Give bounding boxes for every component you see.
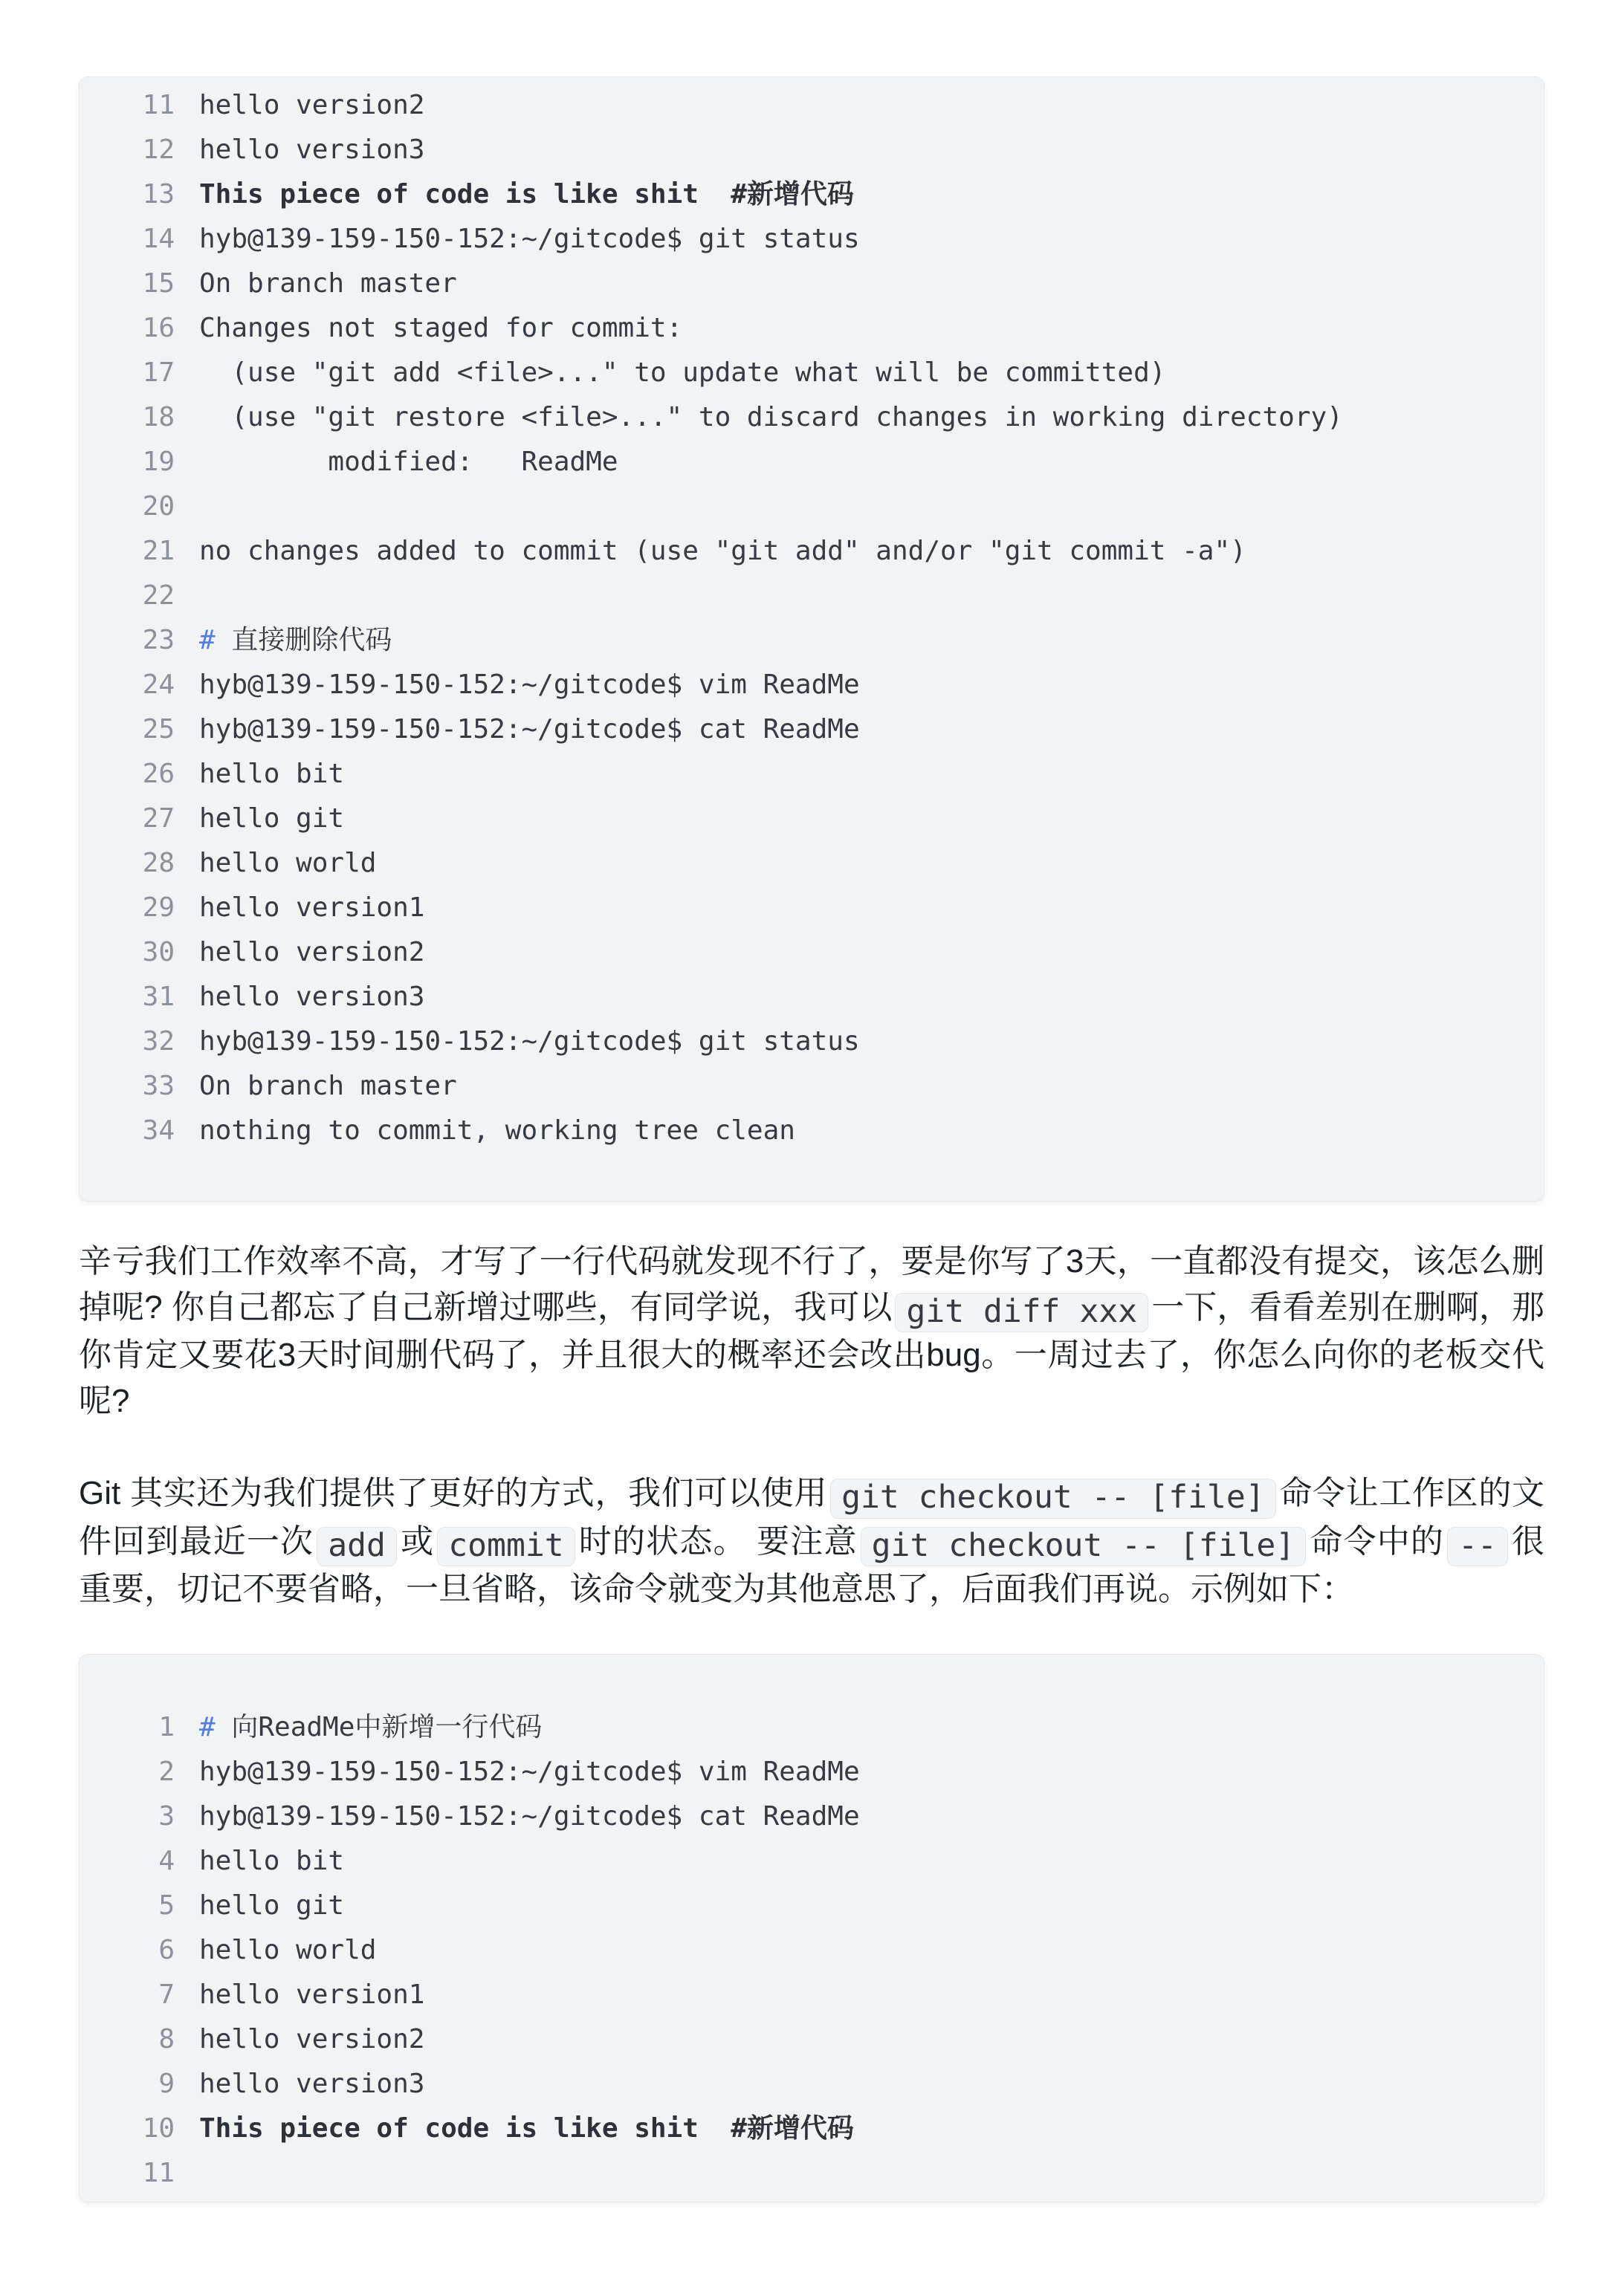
code-text: [175, 574, 199, 618]
code-text: hello version1: [199, 1979, 425, 2010]
code-text: hello world: [199, 848, 377, 878]
paragraph-text: 一下，看看差别在删啊，那你肯定又要花3天时间删代码了，并且很大的概率还会改出bug。一周过去了，你怎么向你的老板交代呢?: [79, 1289, 1544, 1420]
code-comment: [175, 1705, 542, 1750]
inline-code: git checkout -- [file]: [830, 1479, 1276, 1518]
code-text: hello world: [199, 1934, 377, 1965]
code-line: [80, 663, 1544, 707]
line-number: 21: [142, 536, 175, 566]
code-line: [80, 2017, 1544, 2062]
line-number: 26: [142, 759, 175, 789]
code-text: hyb@139-159-150-152:~/gitcode$ git status: [199, 1026, 860, 1057]
line-number: 20: [142, 491, 175, 522]
code-line: [80, 172, 1544, 217]
line-number: 34: [142, 1115, 175, 1146]
code-line: [80, 574, 1544, 618]
comment-text: 向ReadMe中新增一行代码: [215, 1711, 543, 1742]
inline-code: commit: [437, 1527, 575, 1566]
inline-code: --: [1447, 1527, 1508, 1566]
code-comment: [175, 618, 392, 663]
inline-code: git diff xxx: [895, 1293, 1148, 1332]
paragraph-text: 或: [399, 1522, 435, 1560]
code-line: [80, 1109, 1544, 1153]
code-text: hello bit: [199, 1845, 345, 1876]
code-text: no changes added to commit (use "git add" and/or "git commit -a"): [199, 536, 1246, 566]
inline-code: add: [317, 1527, 397, 1566]
line-number: 27: [142, 803, 175, 834]
paragraph-text: 辛亏我们工作效率不高，才写了一行代码就发现不行了，要是你写了3天，一直都没有提交，该怎么删掉呢? 你自己都忘了自己新增过哪些，有同学说，我可以: [79, 1243, 1544, 1326]
code-line: [80, 262, 1544, 306]
line-number: 3: [158, 1800, 175, 1832]
line-number: 13: [142, 179, 175, 210]
code-text: nothing to commit, working tree clean: [199, 1115, 795, 1146]
code-line: [80, 930, 1544, 975]
code-text: hello version3: [199, 2068, 425, 2099]
line-number: 25: [142, 714, 175, 745]
code-line: [80, 83, 1544, 128]
code-line: [80, 618, 1544, 663]
code-line: [80, 886, 1544, 930]
code-line: [80, 1928, 1544, 1973]
line-number: 4: [158, 1845, 175, 1876]
line-number: 16: [142, 313, 175, 343]
line-number: 8: [158, 2023, 175, 2055]
code-line: [80, 1884, 1544, 1928]
line-number: 33: [142, 1071, 175, 1101]
line-number: 22: [142, 580, 175, 611]
line-number: 18: [142, 402, 175, 432]
line-number: 11: [142, 90, 175, 120]
code-line: [80, 1750, 1544, 1794]
line-number: 10: [142, 2112, 175, 2144]
code-text: (use "git restore <file>..." to discard changes in working directory): [199, 402, 1343, 432]
code-line: [80, 1019, 1544, 1064]
line-number: 32: [142, 1026, 175, 1057]
line-number: 31: [142, 982, 175, 1012]
code-line: [80, 440, 1544, 484]
code-block-top: [79, 77, 1544, 1201]
code-text: [175, 2151, 199, 2196]
line-number: 24: [142, 669, 175, 700]
code-line: [80, 484, 1544, 529]
line-number: 7: [158, 1979, 175, 2010]
paragraph-text: Git 其实还为我们提供了更好的方式，我们可以使用: [79, 1475, 828, 1512]
line-number: 30: [142, 937, 175, 967]
code-text: This piece of code is like shit #新增代码: [199, 179, 854, 210]
line-number: 28: [142, 848, 175, 878]
line-number: 6: [158, 1934, 175, 1965]
code-text: hello version2: [199, 2023, 425, 2055]
code-text: hello version3: [199, 134, 425, 165]
line-number: 9: [158, 2068, 175, 2099]
code-text: modified: ReadMe: [199, 447, 618, 477]
code-line: [80, 1794, 1544, 1839]
code-line: [80, 2151, 1544, 2196]
line-number: 12: [142, 134, 175, 165]
line-number: 23: [142, 625, 175, 655]
code-text: On branch master: [199, 268, 457, 299]
code-line: [80, 1973, 1544, 2017]
code-line: [80, 306, 1544, 351]
code-line: [80, 1839, 1544, 1884]
code-text: This piece of code is like shit #新增代码: [199, 2112, 854, 2144]
code-text: [175, 484, 199, 529]
code-line: [80, 1064, 1544, 1109]
code-line: [80, 752, 1544, 797]
code-text: hyb@139-159-150-152:~/gitcode$ vim ReadMe: [199, 1756, 860, 1787]
code-line: [80, 351, 1544, 395]
code-line: [80, 1705, 1544, 1750]
code-line: [80, 975, 1544, 1019]
code-text: (use "git add <file>..." to update what will be committed): [199, 357, 1166, 388]
comment-hash: #: [199, 625, 216, 655]
paragraph-2: [79, 1470, 1544, 1612]
paragraph-text: 命令中的: [1309, 1522, 1445, 1560]
code-text: hello version2: [199, 90, 425, 120]
paragraph-1: [79, 1239, 1544, 1424]
code-text: hyb@139-159-150-152:~/gitcode$ vim ReadMe: [199, 669, 860, 700]
code-text: hello git: [199, 803, 345, 834]
code-line: [80, 128, 1544, 172]
code-text: hello bit: [199, 759, 345, 789]
code-text: On branch master: [199, 1071, 457, 1101]
comment-text: 直接删除代码: [215, 625, 392, 655]
code-text: hello version3: [199, 982, 425, 1012]
line-number: 11: [142, 2157, 175, 2188]
line-number: 2: [158, 1756, 175, 1787]
line-number: 17: [142, 357, 175, 388]
code-line: [80, 2062, 1544, 2107]
code-text: hyb@139-159-150-152:~/gitcode$ cat ReadMe: [199, 714, 860, 745]
line-number: 14: [142, 224, 175, 254]
line-number: 15: [142, 268, 175, 299]
code-line: [80, 841, 1544, 886]
code-text: hello version1: [199, 892, 425, 923]
line-number: 29: [142, 892, 175, 923]
paragraph-text: 很重要，切记不要省略，一旦省略，该命令就变为其他意思了，后面我们再说。示例如下：: [79, 1522, 1545, 1607]
code-text: hyb@139-159-150-152:~/gitcode$ git status: [199, 224, 860, 254]
code-text: Changes not staged for commit:: [199, 313, 683, 343]
line-number: 5: [158, 1890, 175, 1921]
code-line: [80, 797, 1544, 841]
code-line: [80, 529, 1544, 574]
line-number: 19: [142, 447, 175, 477]
code-text: hello git: [199, 1890, 345, 1921]
code-line: [80, 707, 1544, 752]
line-number: 1: [158, 1711, 175, 1742]
code-text: hyb@139-159-150-152:~/gitcode$ cat ReadMe: [199, 1800, 860, 1832]
inline-code: git checkout -- [file]: [861, 1527, 1307, 1566]
comment-hash: #: [199, 1711, 216, 1742]
paragraph-text: 命令让工作区的文件回到最近一次: [79, 1475, 1545, 1560]
code-text: hello version2: [199, 937, 425, 967]
paragraph-text: 时的状态。 要注意: [577, 1522, 858, 1560]
code-line: [80, 395, 1544, 440]
code-block-bottom: [79, 1654, 1544, 2202]
code-line: [80, 217, 1544, 262]
code-line: [80, 2107, 1544, 2151]
